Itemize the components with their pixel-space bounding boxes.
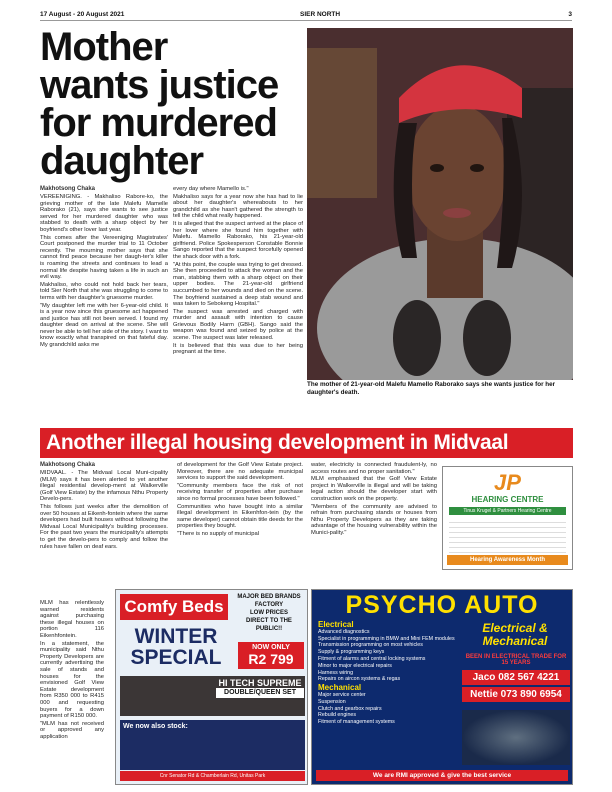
- paragraph: VEREENIGING. - Makhaliso Rabore-ko, the grieving mother of the late Malefu Mamelle Raborako (21), says she wants to see justice served for her murdered daughter who was stabbed to death with a sharp object by her boyfriend's other lover last year.: [40, 194, 168, 233]
- story2-column-2: [177, 462, 303, 539]
- story1-column-2: [173, 186, 303, 357]
- electrical-mechanical-title: Electrical & Mechanical: [482, 621, 548, 648]
- photo-caption: The mother of 21-year-old Malefu Mamello Raborako says she wants justice for her daughter's death.: [307, 381, 556, 396]
- trade-years: BEEN IN ELECTRICAL TRADE FOR 15 YEARS: [465, 654, 567, 666]
- phone-nettie[interactable]: Nettie 073 890 6954: [462, 687, 570, 702]
- paragraph: "My daughter left me with her 6-year-old child. It is a year now since this gruesome act happened and justice has still not been served. I found my daughter dead on arrival at the scene. She will never be able to tell her side of the story. I want to know exactly what transpired on that fateful day. My grandchild asks me: [40, 302, 168, 349]
- service-item: Minor to major electrical repairs: [318, 662, 392, 669]
- paragraph: In a statement, the municipality said Nthu Property Developers are currently advertising the sale of stands and houses for the envisioned Golf View Estate development from R350 000 to R415 000 and requesting buyers for a down payment of R150 000.: [40, 640, 104, 720]
- service-item: Transmission programming on most vehicles: [318, 642, 423, 649]
- winter-special: [122, 626, 230, 668]
- page-number: 3: [568, 11, 572, 18]
- paragraph: "Community members face the risk of not receiving transfer of properties after purchase since no formal processes have been followed.": [177, 482, 303, 502]
- hearing-centre-ad[interactable]: [442, 466, 573, 570]
- hearing-name: HEARING CENTRE: [471, 495, 544, 504]
- promo-line: DIRECT TO THE: [246, 618, 292, 624]
- comfy-brand: Comfy Beds: [120, 594, 228, 620]
- page-header: [40, 9, 572, 21]
- paragraph: MLM emphasised that the Golf View Estate project in Walkerville is illegal and will be taking legal action should the developer start with construction work on the property.: [311, 476, 437, 502]
- paragraph: This follows just weeks after the demolition of over 50 houses at Eikenh-fontein where the same developers had built houses without following the Midvaal Local Municipality's building processes. For the past two years the municipality's attempts to get the develo-pers to comply and follow the rules have fallen on deaf ears.: [40, 503, 168, 550]
- story2-column-1-narrow: [40, 600, 104, 741]
- paragraph: The suspect was arrested and charged with murder and assault with intention to cause Grievous Bodily Harm (GBH). Sango said the weapon was found and seized by police at the scene. The suspect was later released.: [173, 308, 303, 342]
- service-item: Rebuild engines: [318, 712, 356, 719]
- story2-column-1: [40, 470, 168, 551]
- phone-jaco[interactable]: Jaco 082 567 4221: [462, 670, 570, 685]
- headline-line: for murdered: [40, 101, 277, 145]
- story1-headline: [40, 25, 300, 183]
- paragraph: Communities who have bought into a similar illegal development in Eikenhfon-tein (by the same developer) cannot obtain title deeds for the properties they bought.: [177, 503, 303, 530]
- story2-byline: Makhotsong Chaka: [40, 462, 96, 468]
- promo-line: MAJOR BED BRANDS: [237, 594, 301, 600]
- headline-line: Mother: [40, 25, 168, 69]
- service-item: Clutch and gearbox repairs: [318, 705, 382, 712]
- price-badge: [238, 642, 304, 669]
- service-item: Harness wiring: [318, 669, 354, 676]
- promo-line: PUBLIC!!: [255, 626, 283, 632]
- portrait-illustration: [307, 28, 573, 380]
- paragraph: MIDVAAL. - The Midvaal Local Muni-cipality (MLM) says it has been alerted to yet another illegal residential develop-ment at Walkerville (Golf View Estate) by the infamous Nthu Property Develo-pers.: [40, 470, 168, 503]
- promo-line: LOW PRICES: [249, 610, 288, 616]
- price: R2 799: [248, 651, 294, 667]
- paragraph: It is believed that this was due to her being pregnant at the time.: [173, 342, 303, 356]
- paragraph: "MLM has not received or approved any application: [40, 720, 104, 740]
- victim-photo: [307, 28, 573, 380]
- paragraph: Makhaliso, who could not hold back her tears, told Sier North that she was struggling to come to terms with her daughter's gruesome murder.: [40, 281, 168, 301]
- hearing-subtitle: Tinus Krugel & Partners Hearing Centre: [449, 507, 566, 515]
- model-name: [216, 678, 304, 698]
- comfy-address: Cnr Senator Rd & Chamberlain Rd, Unitas Park: [120, 771, 305, 781]
- story1-byline: Makhotsong Chaka: [40, 186, 96, 192]
- service-item: Fitment of alarms and central locking systems: [318, 655, 426, 662]
- car-image: [462, 710, 570, 765]
- service-item: Major service center: [318, 691, 366, 698]
- services-list: [318, 622, 458, 726]
- paragraph: MLM has relentlessly warned residents against purchasing these illegal houses on portion 116 Eikenhfontein.: [40, 600, 104, 639]
- service-item: Specialist in programming in BMW and Mini FEM modules: [318, 635, 455, 642]
- paragraph: "Members of the community are advised to refrain from purchasing stands or houses from Nthu Property Developers as they are taking advantage of the housing vulnerability within the Munici-pality.": [311, 503, 437, 536]
- comfy-promo: [232, 593, 306, 633]
- paragraph: of development for the Golf View Estate project. Moreover, there are no adequate municipal services to support the said development.: [177, 462, 303, 482]
- paragraph: water, electricity is connected fraudulent-ly, no access routes and no proper sanitation.": [311, 462, 437, 475]
- paragraph: every day where Mamello is.": [173, 186, 249, 192]
- winter-line: WINTER: [134, 625, 218, 648]
- model-line: DOUBLE/QUEEN SET: [216, 688, 304, 698]
- mechanical-heading: Mechanical: [318, 683, 362, 693]
- now-only: NOW ONLY: [252, 644, 290, 651]
- rmi-approved-banner: We are RMI approved & give the best service: [316, 770, 568, 781]
- winter-line: SPECIAL: [130, 646, 222, 669]
- service-item: Fitment of management systems: [318, 719, 395, 726]
- hearing-details: [449, 518, 566, 556]
- story2-column-3: [311, 462, 437, 538]
- paragraph: Makhaliso says for a year now she has had to lie about her daughter's whereabouts to her grandchild as she hasn't gathered the strength to tell the child what really happened.: [173, 193, 303, 220]
- psycho-brand: PSYCHO AUTO: [345, 591, 539, 619]
- electrical-heading: Electrical: [318, 620, 354, 629]
- hearing-awareness-banner: Hearing Awareness Month: [447, 555, 568, 565]
- paragraph: This comes after the Vereeniging Magistrates' Court postponed the murder trial to 11 October recently. The mourning mother says that she cannot find peace because her daugh-ter's killer is roaming the streets and continues to lead a normal life despite having taken a life in such an evil way.: [40, 234, 168, 281]
- service-item: Suspension: [318, 698, 346, 705]
- headline-line: wants justice: [40, 63, 279, 107]
- paragraph: "At this point, the couple was trying to get dressed. She then proceeded to attack the woman and the man, stabbing them with a sharp object on their upper bodies. The 21-year-old girlfriend succumbed to her wounds and died on the scene. The boyfriend sustained a deep stab wound and was taken to Sebokeng Hospital.": [173, 261, 303, 308]
- story1-column-1: [40, 194, 168, 350]
- service-item: Repairs on aircon systems & regas: [318, 676, 401, 683]
- issue-date: 17 August - 20 August 2021: [40, 11, 125, 18]
- paragraph: "There is no supply of municipal: [177, 530, 259, 537]
- paper-name: SIER NORTH: [300, 11, 341, 18]
- paragraph: It is alleged that the suspect arrived at the place of her lover where she found him together with Malefu. Mamello Raborako, his 21-year-old girlfriend. Police Spokesperson Constable Bonnie Sango reported that the suspect forcefully opened the shack door with a fork.: [173, 220, 303, 260]
- comfy-beds-ad[interactable]: [115, 589, 308, 785]
- service-item: Supply & programming keys: [318, 649, 385, 656]
- stock-panel: [120, 720, 305, 770]
- stock-heading: We now also stock:: [123, 723, 188, 730]
- headline-line: daughter: [40, 139, 204, 183]
- service-item: Advanced diagnostics: [318, 628, 370, 635]
- promo-line: FACTORY: [254, 602, 284, 608]
- psycho-auto-ad[interactable]: [311, 589, 573, 785]
- model-line: HI TECH SUPREME: [218, 678, 302, 688]
- story2-headline: Another illegal housing development in Midvaal: [40, 428, 573, 458]
- hearing-logo: JP: [494, 470, 521, 495]
